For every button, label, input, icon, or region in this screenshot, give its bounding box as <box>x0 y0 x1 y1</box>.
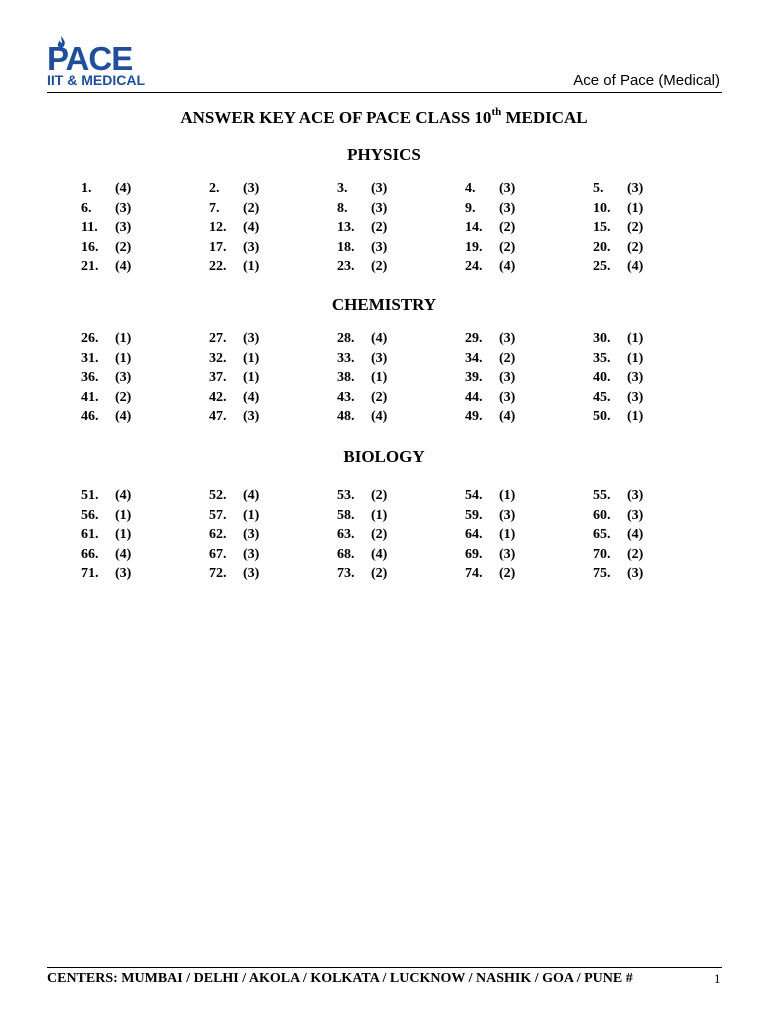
answer-option: (2) <box>371 259 388 274</box>
answer-option: (3) <box>115 200 132 216</box>
question-number: 35. <box>593 350 611 366</box>
answer-item <box>465 487 515 505</box>
answer-item <box>593 526 643 544</box>
answer-item <box>593 219 643 237</box>
question-number: 20. <box>593 239 611 255</box>
answer-item <box>337 507 387 525</box>
answer-option: (1) <box>627 409 644 424</box>
answer-option: (3) <box>627 389 644 405</box>
question-number: 2. <box>209 181 220 196</box>
question-number: 75. <box>593 566 611 581</box>
answer-item <box>209 565 259 583</box>
question-number: 12. <box>209 220 227 235</box>
answer-item <box>593 389 643 407</box>
answer-item <box>81 408 131 426</box>
answer-item <box>337 369 387 387</box>
answer-option: (3) <box>499 331 516 346</box>
question-number: 32. <box>209 350 227 366</box>
question-number: 1. <box>81 181 92 196</box>
question-number: 4. <box>465 181 476 196</box>
question-number: 42. <box>209 389 227 405</box>
page-header <box>0 0 768 100</box>
answer-option: (3) <box>115 566 132 581</box>
question-number: 19. <box>465 239 483 255</box>
answer-item <box>337 487 387 505</box>
question-number: 61. <box>81 527 99 542</box>
question-number: 47. <box>209 409 227 424</box>
answer-row <box>0 258 768 278</box>
question-number: 31. <box>81 350 99 366</box>
answer-option: (4) <box>115 546 132 562</box>
answer-item <box>209 389 259 407</box>
answer-option: (4) <box>243 488 260 503</box>
answer-option: (1) <box>499 488 516 503</box>
answer-option: (3) <box>243 239 260 255</box>
question-number: 50. <box>593 409 611 424</box>
answer-item <box>209 487 259 505</box>
question-number: 49. <box>465 409 483 424</box>
answer-item <box>593 258 643 276</box>
answer-option: (1) <box>243 350 260 366</box>
question-number: 25. <box>593 259 611 274</box>
answer-item <box>465 350 515 368</box>
answer-option: (3) <box>115 220 132 235</box>
question-number: 53. <box>337 488 355 503</box>
answer-grid-chemistry <box>0 330 768 428</box>
question-number: 70. <box>593 546 611 562</box>
answer-option: (1) <box>627 350 644 366</box>
question-number: 44. <box>465 389 483 405</box>
answer-option: (3) <box>371 239 388 255</box>
logo-text-sub: IIT & MEDICAL <box>47 72 145 88</box>
answer-row <box>0 239 768 259</box>
question-number: 34. <box>465 350 483 366</box>
answer-item <box>209 526 259 544</box>
question-number: 18. <box>337 239 355 255</box>
answer-item <box>209 408 259 426</box>
answer-item <box>81 219 131 237</box>
answer-option: (3) <box>499 546 516 562</box>
answer-item <box>593 507 643 525</box>
answer-option: (4) <box>115 409 132 424</box>
answer-item <box>209 258 259 276</box>
question-number: 41. <box>81 389 99 405</box>
answer-option: (3) <box>499 200 516 216</box>
answer-option: (2) <box>627 546 644 562</box>
question-number: 27. <box>209 331 227 346</box>
answer-item <box>593 239 643 257</box>
answer-item <box>593 350 643 368</box>
question-number: 3. <box>337 181 348 196</box>
answer-option: (2) <box>499 566 516 581</box>
header-divider <box>47 92 722 93</box>
question-number: 43. <box>337 389 355 405</box>
title-main: ANSWER KEY ACE OF PACE CLASS 10 <box>180 108 492 127</box>
question-number: 21. <box>81 259 99 274</box>
answer-item <box>465 219 515 237</box>
answer-item <box>81 546 131 564</box>
section-heading-chemistry: CHEMISTRY <box>331 295 437 314</box>
answer-row <box>0 350 768 370</box>
answer-item <box>593 487 643 505</box>
answer-item <box>337 180 387 198</box>
question-number: 59. <box>465 507 483 523</box>
document-title <box>0 108 768 128</box>
question-number: 72. <box>209 566 227 581</box>
question-number: 45. <box>593 389 611 405</box>
answer-grid-physics <box>0 180 768 278</box>
answer-option: (3) <box>243 566 260 581</box>
logo-text-main: PACE <box>47 40 133 77</box>
answer-row <box>0 389 768 409</box>
answer-option: (2) <box>371 389 388 405</box>
answer-row <box>0 180 768 200</box>
answer-item <box>593 200 643 218</box>
answer-item <box>337 219 387 237</box>
answer-option: (1) <box>243 370 260 385</box>
answer-item <box>465 507 515 525</box>
answer-item <box>209 350 259 368</box>
answer-item <box>337 526 387 544</box>
question-number: 64. <box>465 527 483 542</box>
answer-option: (3) <box>627 488 644 503</box>
answer-item <box>465 408 515 426</box>
question-number: 28. <box>337 331 355 346</box>
answer-row <box>0 487 768 507</box>
answer-item <box>337 565 387 583</box>
answer-item <box>337 408 387 426</box>
answer-option: (4) <box>371 546 388 562</box>
question-number: 5. <box>593 181 604 196</box>
answer-option: (3) <box>371 181 388 196</box>
answer-item <box>81 507 131 525</box>
answer-option: (1) <box>115 507 132 523</box>
answer-option: (2) <box>115 239 132 255</box>
question-number: 60. <box>593 507 611 523</box>
question-number: 39. <box>465 370 483 385</box>
answer-item <box>81 565 131 583</box>
answer-item <box>81 526 131 544</box>
question-number: 67. <box>209 546 227 562</box>
answer-option: (1) <box>115 331 132 346</box>
question-number: 51. <box>81 488 99 503</box>
answer-option: (3) <box>627 181 644 196</box>
answer-item <box>593 180 643 198</box>
answer-option: (2) <box>371 527 388 542</box>
header-title: Ace of Pace (Medical) <box>573 72 720 89</box>
answer-item <box>337 389 387 407</box>
answer-option: (2) <box>115 389 132 405</box>
question-number: 52. <box>209 488 227 503</box>
section-heading-biology: BIOLOGY <box>343 447 425 466</box>
question-number: 23. <box>337 259 355 274</box>
pace-logo <box>47 42 143 88</box>
question-number: 26. <box>81 331 99 346</box>
answer-item <box>81 180 131 198</box>
answer-item <box>337 258 387 276</box>
question-number: 63. <box>337 527 355 542</box>
question-number: 30. <box>593 331 611 346</box>
question-number: 17. <box>209 239 227 255</box>
answer-option: (2) <box>371 488 388 503</box>
question-number: 37. <box>209 370 227 385</box>
section-heading-physics: PHYSICS <box>347 145 421 164</box>
answer-item <box>465 258 515 276</box>
title-suffix: MEDICAL <box>501 108 588 127</box>
answer-item <box>81 258 131 276</box>
answer-option: (1) <box>243 259 260 274</box>
question-number: 62. <box>209 527 227 542</box>
answer-option: (3) <box>115 370 132 385</box>
answer-option: (2) <box>499 350 516 366</box>
answer-option: (3) <box>243 331 260 346</box>
answer-option: (4) <box>115 488 132 503</box>
answer-item <box>81 200 131 218</box>
answer-item <box>209 330 259 348</box>
answer-row <box>0 200 768 220</box>
answer-option: (1) <box>115 527 132 542</box>
answer-item <box>593 330 643 348</box>
answer-item <box>81 330 131 348</box>
answer-option: (3) <box>371 200 388 216</box>
question-number: 65. <box>593 527 611 542</box>
answer-option: (3) <box>627 566 644 581</box>
question-number: 8. <box>337 200 348 216</box>
question-number: 38. <box>337 370 355 385</box>
question-number: 11. <box>81 220 98 235</box>
answer-option: (1) <box>627 331 644 346</box>
answer-item <box>593 546 643 564</box>
answer-option: (3) <box>243 409 260 424</box>
answer-item <box>209 200 259 218</box>
answer-option: (4) <box>627 259 644 274</box>
question-number: 58. <box>337 507 355 523</box>
answer-item <box>209 546 259 564</box>
answer-option: (3) <box>499 389 516 405</box>
answer-option: (2) <box>627 239 644 255</box>
answer-item <box>593 369 643 387</box>
question-number: 68. <box>337 546 355 562</box>
question-number: 29. <box>465 331 483 346</box>
question-number: 9. <box>465 200 476 216</box>
question-number: 10. <box>593 200 611 216</box>
question-number: 66. <box>81 546 99 562</box>
answer-option: (3) <box>499 370 516 385</box>
question-number: 7. <box>209 200 220 216</box>
answer-item <box>81 350 131 368</box>
answer-item <box>593 408 643 426</box>
question-number: 33. <box>337 350 355 366</box>
answer-item <box>593 565 643 583</box>
question-number: 6. <box>81 200 92 216</box>
answer-option: (4) <box>627 527 644 542</box>
answer-item <box>81 239 131 257</box>
answer-option: (4) <box>499 259 516 274</box>
title-superscript: th <box>491 106 502 119</box>
answer-option: (2) <box>499 239 516 255</box>
question-number: 40. <box>593 370 611 385</box>
question-number: 24. <box>465 259 483 274</box>
question-number: 13. <box>337 220 355 235</box>
answer-option: (4) <box>499 409 516 424</box>
answer-option: (3) <box>243 527 260 542</box>
answer-option: (1) <box>627 200 644 216</box>
question-number: 14. <box>465 220 483 235</box>
question-number: 69. <box>465 546 483 562</box>
answer-row <box>0 546 768 566</box>
answer-option: (4) <box>115 181 132 196</box>
question-number: 36. <box>81 370 99 385</box>
answer-item <box>465 565 515 583</box>
answer-item <box>465 546 515 564</box>
question-number: 55. <box>593 488 611 503</box>
answer-item <box>209 239 259 257</box>
answer-row <box>0 526 768 546</box>
answer-option: (3) <box>627 370 644 385</box>
answer-option: (4) <box>371 409 388 424</box>
answer-item <box>465 200 515 218</box>
answer-item <box>81 369 131 387</box>
answer-option: (3) <box>243 546 260 562</box>
question-number: 48. <box>337 409 355 424</box>
question-number: 56. <box>81 507 99 523</box>
answer-option: (2) <box>627 220 644 235</box>
answer-grid-biology <box>0 487 768 585</box>
answer-item <box>465 389 515 407</box>
answer-option: (1) <box>115 350 132 366</box>
answer-row <box>0 507 768 527</box>
answer-row <box>0 408 768 428</box>
answer-item <box>465 239 515 257</box>
answer-option: (1) <box>371 507 388 523</box>
answer-option: (4) <box>243 220 260 235</box>
answer-row <box>0 565 768 585</box>
answer-item <box>337 200 387 218</box>
answer-item <box>81 487 131 505</box>
answer-option: (3) <box>243 181 260 196</box>
answer-item <box>465 526 515 544</box>
answer-item <box>209 219 259 237</box>
answer-option: (2) <box>243 200 260 216</box>
answer-option: (4) <box>115 259 132 274</box>
answer-item <box>337 330 387 348</box>
question-number: 22. <box>209 259 227 274</box>
answer-option: (3) <box>627 507 644 523</box>
question-number: 16. <box>81 239 99 255</box>
answer-option: (2) <box>371 566 388 581</box>
answer-item <box>465 369 515 387</box>
question-number: 54. <box>465 488 483 503</box>
footer-divider <box>47 967 722 968</box>
page-number: 1 <box>714 971 721 986</box>
answer-row <box>0 219 768 239</box>
answer-item <box>337 546 387 564</box>
answer-item <box>209 369 259 387</box>
question-number: 46. <box>81 409 99 424</box>
answer-item <box>209 507 259 525</box>
answer-item <box>81 389 131 407</box>
question-number: 57. <box>209 507 227 523</box>
answer-item <box>209 180 259 198</box>
answer-option: (4) <box>371 331 388 346</box>
answer-option: (1) <box>499 527 516 542</box>
answer-item <box>337 239 387 257</box>
answer-row <box>0 330 768 350</box>
answer-option: (2) <box>371 220 388 235</box>
answer-option: (2) <box>499 220 516 235</box>
answer-option: (3) <box>499 181 516 196</box>
answer-option: (1) <box>371 370 388 385</box>
answer-row <box>0 369 768 389</box>
answer-option: (4) <box>243 389 260 405</box>
footer-centers: CENTERS: MUMBAI / DELHI / AKOLA / KOLKATA / LUCKNOW / NASHIK / GOA / PUNE # <box>47 971 633 986</box>
answer-item <box>465 330 515 348</box>
answer-item <box>465 180 515 198</box>
answer-option: (3) <box>371 350 388 366</box>
question-number: 71. <box>81 566 99 581</box>
answer-item <box>337 350 387 368</box>
answer-option: (1) <box>243 507 260 523</box>
question-number: 15. <box>593 220 611 235</box>
answer-option: (3) <box>499 507 516 523</box>
question-number: 74. <box>465 566 483 581</box>
question-number: 73. <box>337 566 355 581</box>
